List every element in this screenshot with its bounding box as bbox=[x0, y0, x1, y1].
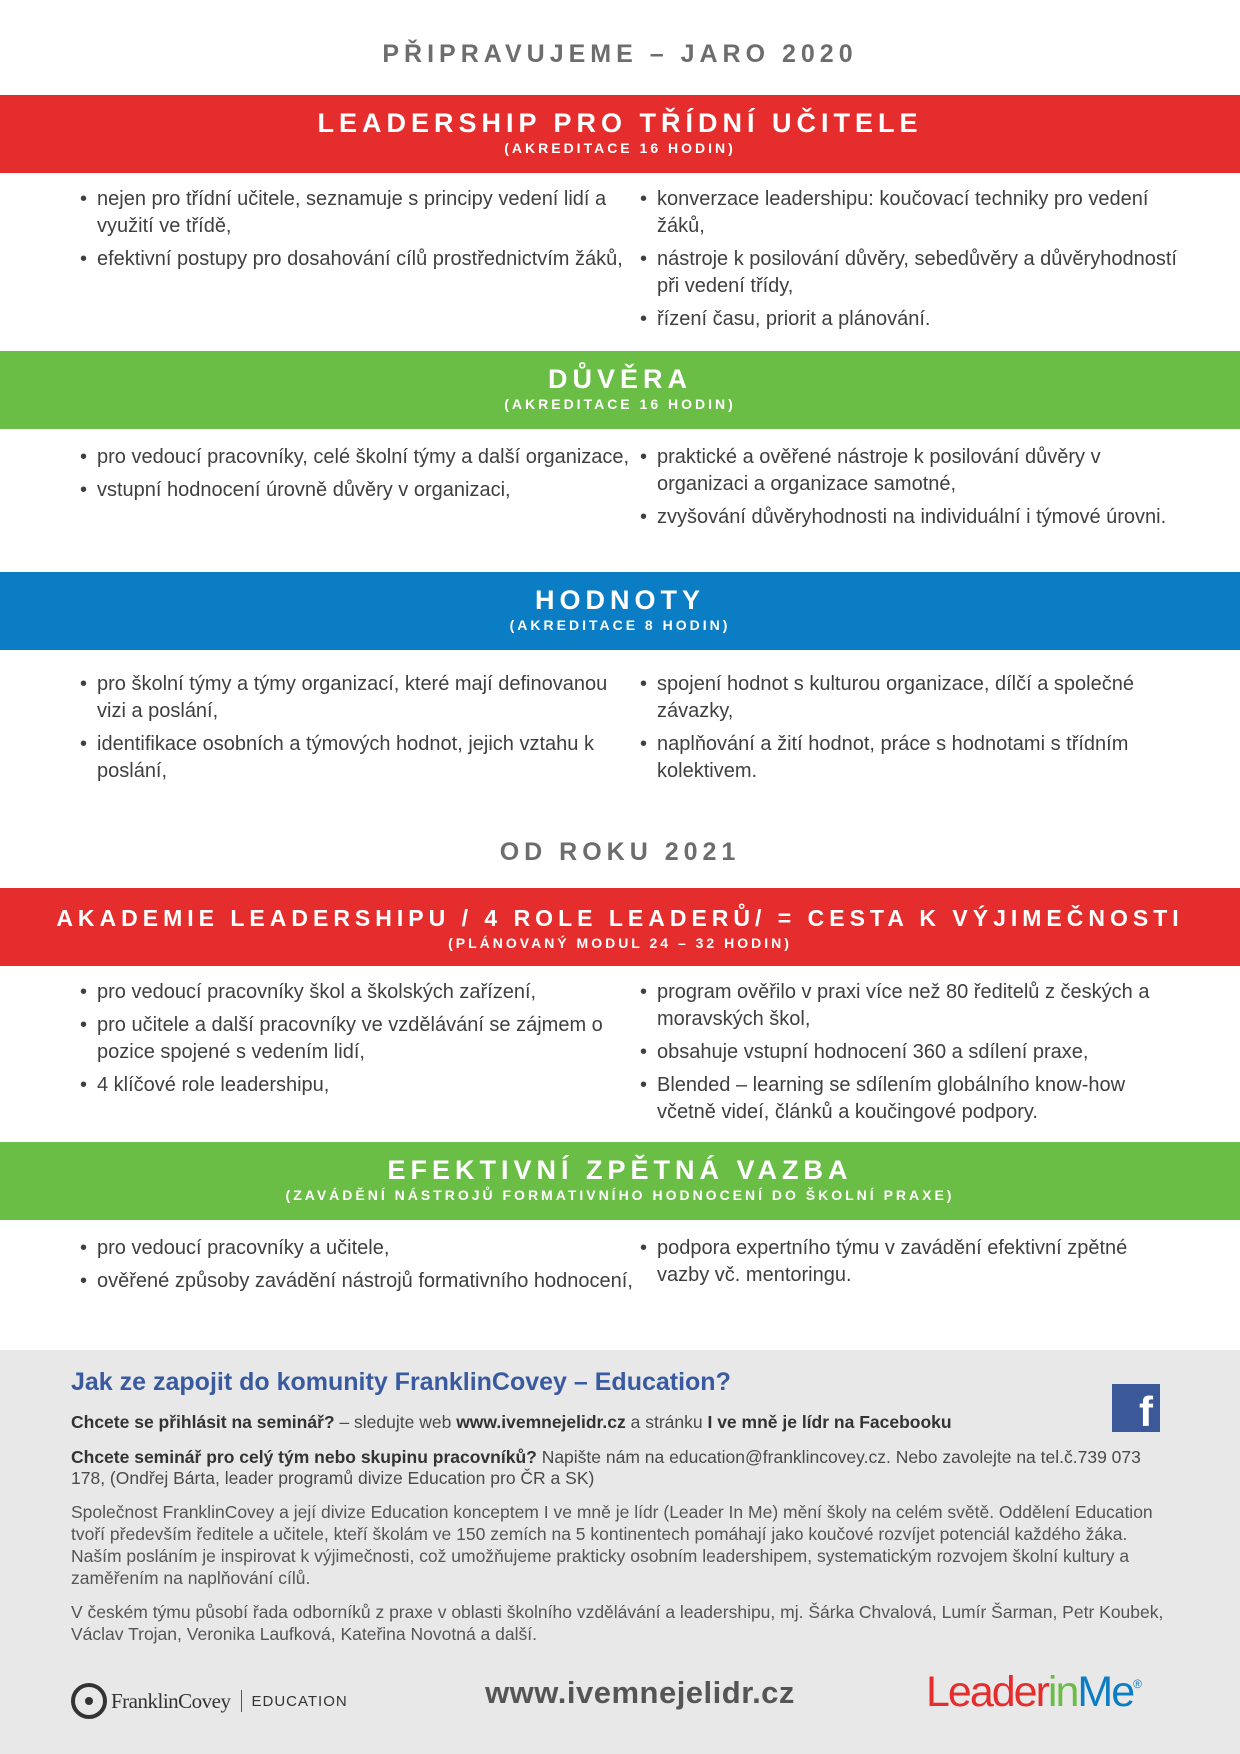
list-item: • efektivní postupy pro dosahování cílů prostřednictvím žáků, bbox=[80, 246, 640, 273]
section-subtitle: (PLÁNOVANÝ MODUL 24 – 32 HODIN) bbox=[448, 935, 792, 951]
bullet-list-left bbox=[80, 671, 640, 791]
team-paragraph: V českém týmu působí řada odborníků z praxe v oblasti školního vzdělávání a leadershipu, mj. Šárka Chvalová, Lumír Šarman, Petr Koubek, Václav Trojan, Veronika Laufková, Kateřina Novotná a další. bbox=[71, 1602, 1164, 1644]
signup-question: Chcete se přihlásit na seminář? bbox=[71, 1412, 335, 1432]
section-banner-akademie bbox=[0, 888, 1240, 966]
compass-icon bbox=[71, 1683, 107, 1719]
page-heading: PŘIPRAVUJEME – JARO 2020 bbox=[382, 40, 858, 68]
list-item: • praktické a ověřené nástroje k posilování důvěry v organizaci a organizace samotné, bbox=[640, 444, 1180, 498]
list-item: • program ověřilo v praxi více než 80 ředitelů z českých a moravských škol, bbox=[640, 979, 1180, 1033]
bullet-list-left bbox=[80, 444, 640, 537]
section-subtitle: (ZAVÁDĚNÍ NÁSTROJŮ FORMATIVNÍHO HODNOCENÍ DO ŠKOLNÍ PRAXE) bbox=[285, 1187, 955, 1203]
logo-me: Me bbox=[1077, 1668, 1134, 1716]
team-seminar-question: Chcete seminář pro celý tým nebo skupinu pracovníků? bbox=[71, 1447, 537, 1467]
section-banner-leadership bbox=[0, 95, 1240, 173]
mid-heading: OD ROKU 2021 bbox=[499, 838, 741, 866]
bullet-list-right bbox=[640, 671, 1180, 791]
bullet-list-left bbox=[80, 979, 640, 1132]
franklincovey-logo bbox=[71, 1678, 348, 1724]
section-content-duvera bbox=[80, 444, 1180, 537]
section-subtitle: (AKREDITACE 16 HODIN) bbox=[504, 396, 736, 412]
section-subtitle: (AKREDITACE 16 HODIN) bbox=[504, 140, 736, 156]
facebook-page-link[interactable]: I ve mně je lídr na Facebooku bbox=[707, 1412, 952, 1432]
section-content-akademie bbox=[80, 979, 1180, 1132]
list-item: • zvyšování důvěryhodnosti na individuální i týmové úrovni. bbox=[640, 504, 1180, 531]
list-item: • pro školní týmy a týmy organizací, které mají definovanou vizi a poslání, bbox=[80, 671, 640, 725]
signup-text: – sledujte web bbox=[334, 1412, 457, 1432]
logo-division: EDUCATION bbox=[251, 1692, 348, 1710]
logo-in: in bbox=[1047, 1668, 1078, 1716]
facebook-icon[interactable]: f bbox=[1112, 1384, 1160, 1432]
registered-mark: ® bbox=[1133, 1677, 1140, 1691]
section-content-zpetna-vazba bbox=[80, 1235, 1180, 1301]
list-item: • ověřené způsoby zavádění nástrojů formativního hodnocení, bbox=[80, 1268, 640, 1295]
bullet-list-left bbox=[80, 1235, 640, 1301]
list-item: • naplňování a žití hodnot, práce s hodnotami s třídním kolektivem. bbox=[640, 731, 1180, 785]
website-link[interactable]: www.ivemnejelidr.cz bbox=[456, 1412, 626, 1432]
signup-line bbox=[71, 1412, 1171, 1433]
list-item: • 4 klíčové role leadershipu, bbox=[80, 1072, 640, 1099]
list-item: • obsahuje vstupní hodnocení 360 a sdílení praxe, bbox=[640, 1039, 1180, 1066]
section-title: DŮVĚRA bbox=[547, 364, 692, 394]
signup-text-2: a stránku bbox=[625, 1412, 708, 1432]
list-item: • pro vedoucí pracovníky a učitele, bbox=[80, 1235, 640, 1262]
list-item: • identifikace osobních a týmových hodnot, jejich vztahu k poslání, bbox=[80, 731, 640, 785]
bullet-list-left bbox=[80, 186, 640, 339]
section-title: LEADERSHIP PRO TŘÍDNÍ UČITELE bbox=[317, 108, 923, 138]
list-item: • konverzace leadershipu: koučovací techniky pro vedení žáků, bbox=[640, 186, 1180, 240]
logo-name: FranklinCovey bbox=[111, 1688, 231, 1713]
logo-leader: Leader bbox=[926, 1668, 1048, 1716]
list-item: • pro vedoucí pracovníky, celé školní týmy a další organizace, bbox=[80, 444, 640, 471]
list-item: • pro učitele a další pracovníky ve vzdělávání se zájmem o pozice spojené s vedením lidí, bbox=[80, 1012, 640, 1066]
bullet-list-right bbox=[640, 979, 1180, 1132]
list-item: • vstupní hodnocení úrovně důvěry v organizaci, bbox=[80, 477, 640, 504]
section-title: HODNOTY bbox=[535, 585, 705, 615]
footer-title: Jak ze zapojit do komunity FranklinCovey – Education? bbox=[71, 1368, 731, 1396]
list-item: • pro vedoucí pracovníky škol a školských zařízení, bbox=[80, 979, 640, 1006]
about-paragraph: Společnost FranklinCovey a její divize Education konceptem I ve mně je lídr (Leader In Me) mění školy na celém světě. Oddělení Education tvoří především ředitele a učitele, kteří školám ve 150 zemích na 5 kontinentech pomáhají jako koučové rozvíjet potenciál každého žáka. Naším posláním je inspirovat k výjimečnosti, což umožňujeme prakticky osobním leadershipem, systematickým rozvojem školní kultury a zaměřením na naplňování cílů. bbox=[71, 1502, 1153, 1588]
section-title: AKADEMIE LEADERSHIPU / 4 ROLE LEADERŮ/ = CESTA K VÝJIMEČNOSTI bbox=[56, 905, 1184, 931]
list-item: • podpora expertního týmu v zavádění efektivní zpětné vazby vč. mentoringu. bbox=[640, 1235, 1180, 1289]
bullet-list-right bbox=[640, 1235, 1180, 1301]
list-item: • nástroje k posilování důvěry, sebedůvěry a důvěryhodností při vedení třídy, bbox=[640, 246, 1180, 300]
logo-divider bbox=[241, 1690, 242, 1712]
bullet-list-right bbox=[640, 186, 1180, 339]
website-url[interactable]: www.ivemnejelidr.cz bbox=[485, 1675, 795, 1710]
list-item: • spojení hodnot s kulturou organizace, dílčí a společné závazky, bbox=[640, 671, 1180, 725]
section-banner-zpetna-vazba bbox=[0, 1142, 1240, 1220]
team-seminar-line bbox=[71, 1447, 1171, 1489]
section-content-hodnoty bbox=[80, 671, 1180, 791]
section-banner-hodnoty bbox=[0, 572, 1240, 650]
section-subtitle: (AKREDITACE 8 HODIN) bbox=[509, 617, 731, 633]
list-item: • Blended – learning se sdílením globálního know-how včetně videí, článků a koučingové podpory. bbox=[640, 1072, 1180, 1126]
team-seminar-text: Napište nám na education@franklincovey.cz. Nebo zavolejte na tel.č.739 073 178, (Ondřej Bárta, leader programů divize Education pro ČR a SK) bbox=[71, 1447, 1141, 1488]
list-item: • nejen pro třídní učitele, seznamuje s principy vedení lidí a využití ve třídě, bbox=[80, 186, 640, 240]
footer-content bbox=[71, 1366, 1171, 1645]
section-content-leadership bbox=[80, 186, 1180, 339]
section-title: EFEKTIVNÍ ZPĚTNÁ VAZBA bbox=[387, 1155, 853, 1185]
leader-in-me-logo bbox=[926, 1668, 1140, 1717]
list-item: • řízení času, priorit a plánování. bbox=[640, 306, 1180, 333]
bullet-list-right bbox=[640, 444, 1180, 537]
section-banner-duvera bbox=[0, 351, 1240, 429]
